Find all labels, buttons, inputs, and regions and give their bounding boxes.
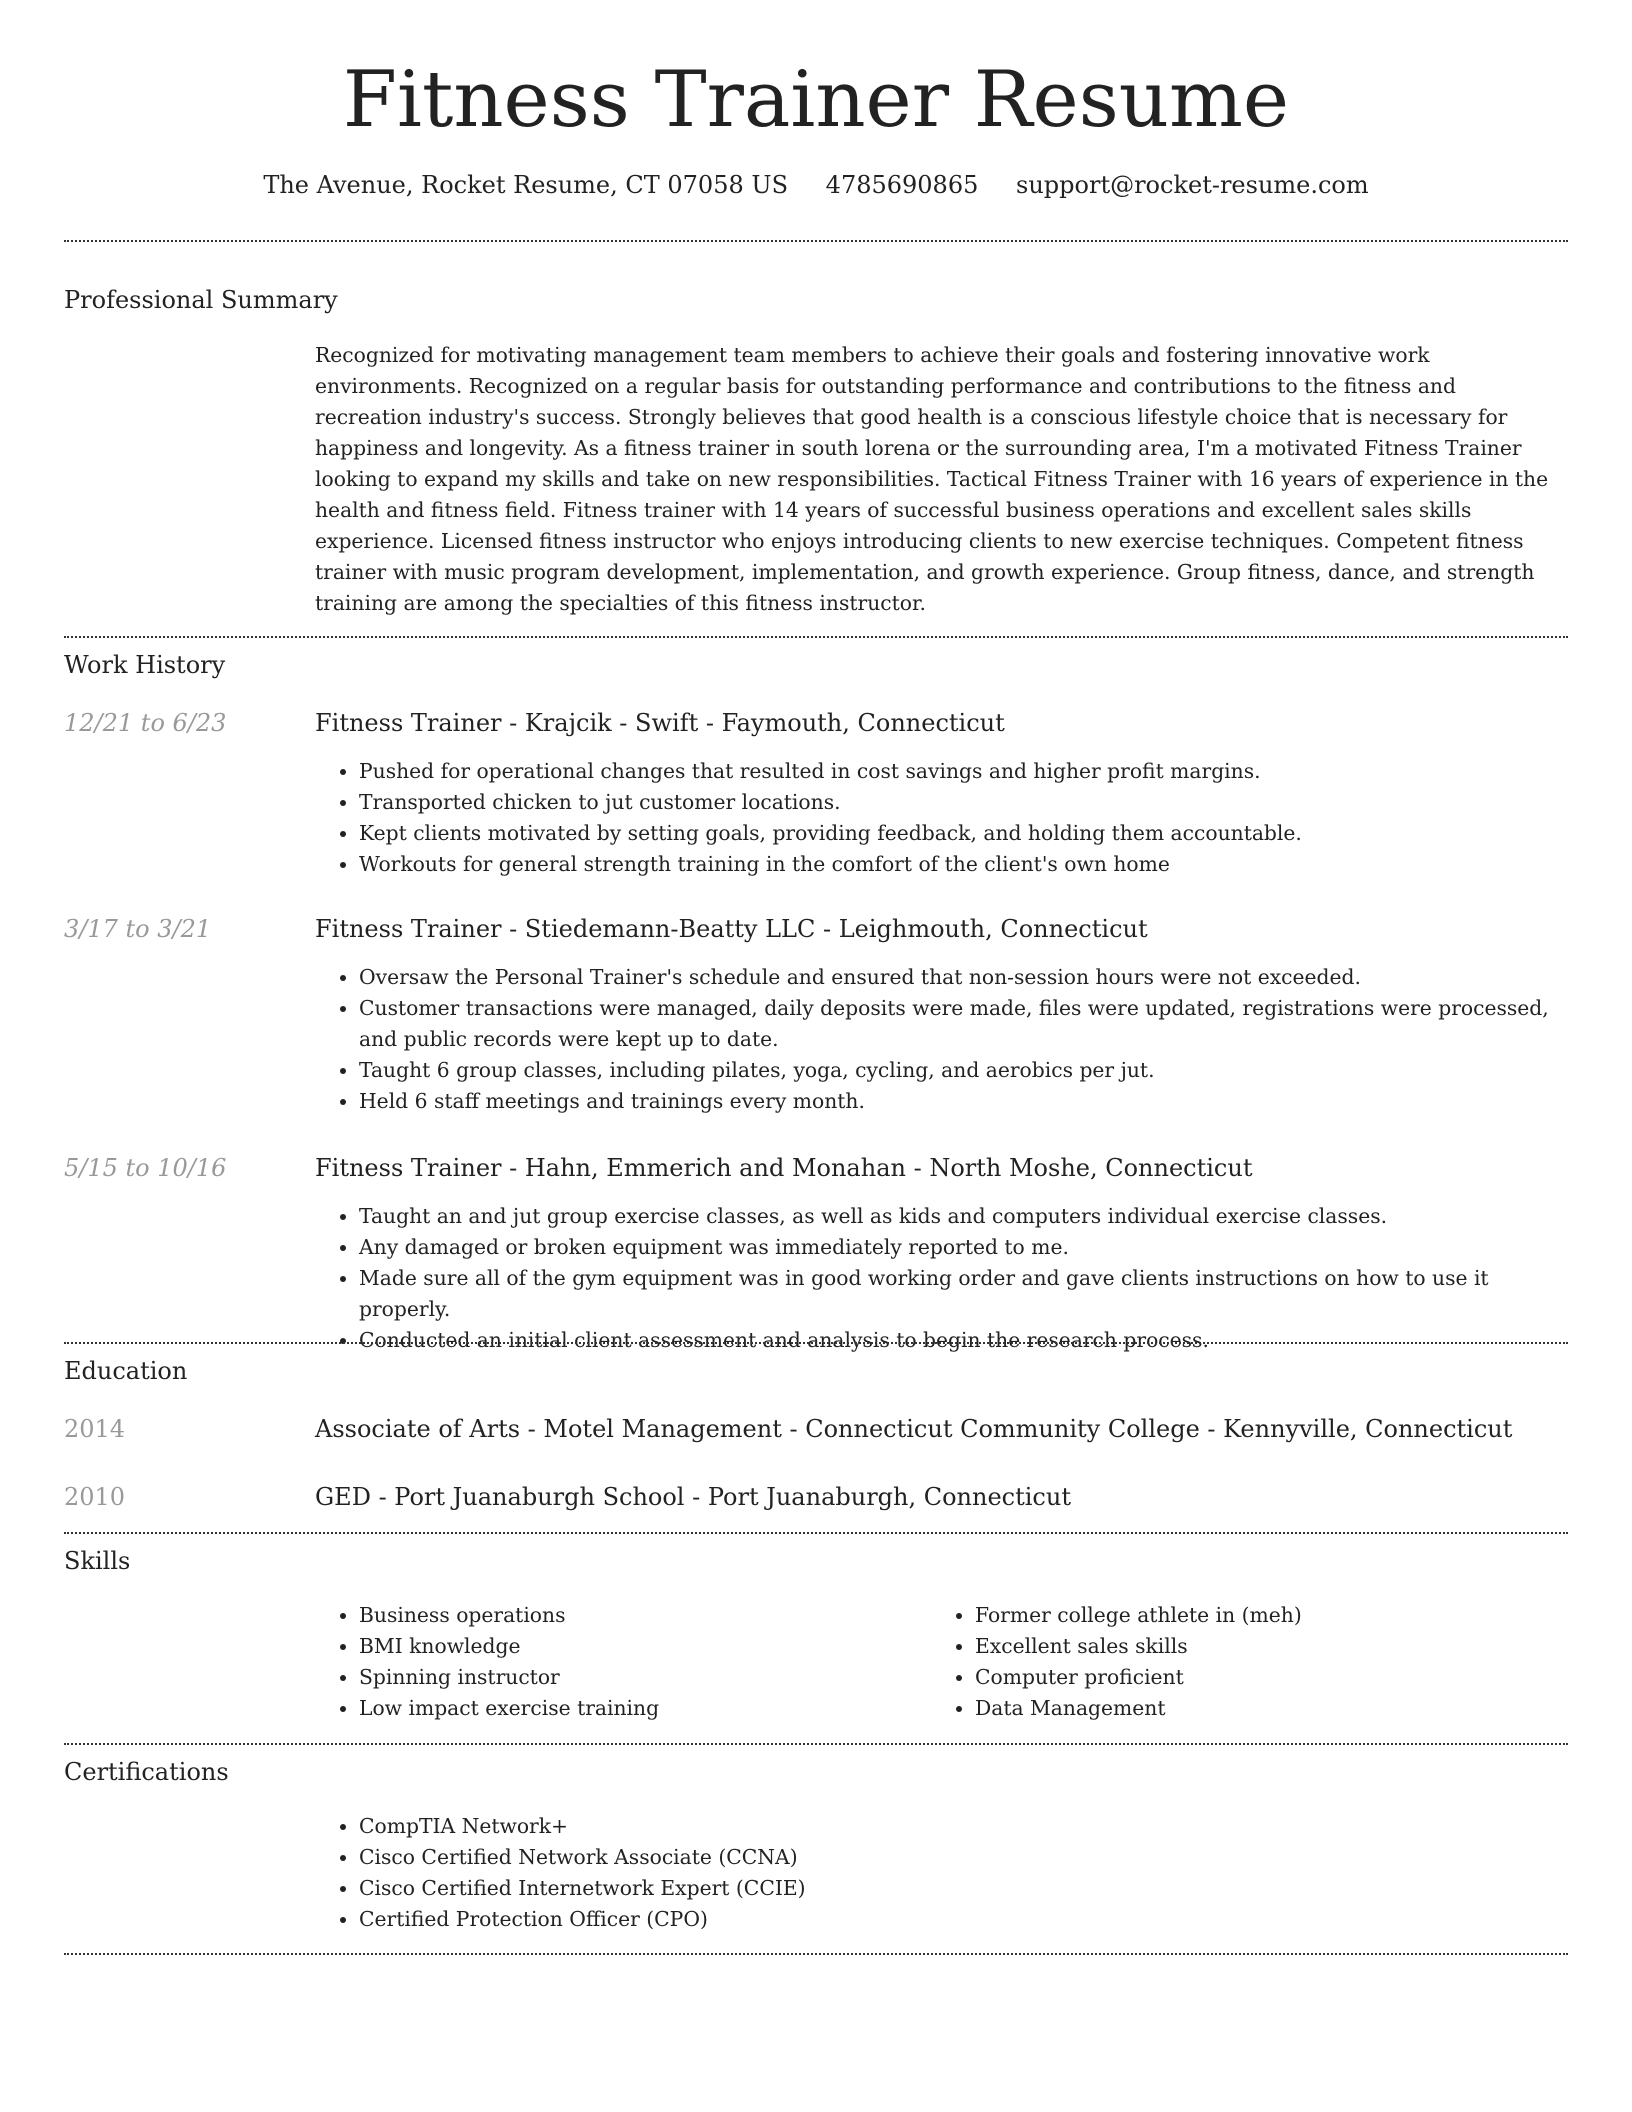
list-item: • Excellent sales skills	[975, 1631, 1531, 1662]
work-history-heading: Work History	[64, 651, 226, 679]
list-item: • Pushed for operational changes that resulted in cost savings and higher profit margins.	[359, 756, 1575, 787]
list-item: • Any damaged or broken equipment was immediately reported to me.	[359, 1232, 1575, 1263]
certifications-list	[315, 1811, 1575, 1935]
job-dates: 3/17 to 3/21	[64, 915, 212, 943]
list-item: • Customer transactions were managed, daily deposits were made, files were updated, registrations were processed, and public records were kept up to date.	[359, 993, 1575, 1055]
list-item: • Held 6 staff meetings and trainings every month.	[359, 1086, 1575, 1117]
list-item: • Oversaw the Personal Trainer's schedule and ensured that non-session hours were not exceeded.	[359, 962, 1575, 993]
contact-phone: 4785690865	[825, 171, 979, 199]
job-dates: 5/15 to 10/16	[64, 1154, 227, 1182]
job-bullets	[315, 1201, 1575, 1356]
section-divider	[64, 1532, 1568, 1534]
skills-list-left	[315, 1600, 915, 1724]
list-item: • Former college athlete in (meh)	[975, 1600, 1531, 1631]
job-title: Fitness Trainer - Hahn, Emmerich and Monahan - North Moshe, Connecticut	[315, 1154, 1253, 1182]
list-item: • Kept clients motivated by setting goals, providing feedback, and holding them accountable.	[359, 818, 1575, 849]
education-year: 2010	[64, 1483, 126, 1511]
education-entry: Associate of Arts - Motel Management - Connecticut Community College - Kennyville, Connecticut	[315, 1415, 1513, 1443]
section-divider	[64, 1953, 1568, 1955]
job-bullets	[315, 962, 1575, 1117]
list-item: • Data Management	[975, 1693, 1531, 1724]
list-item: • Workouts for general strength training in the comfort of the client's own home	[359, 849, 1575, 880]
list-item: • Certified Protection Officer (CPO)	[359, 1904, 1575, 1935]
list-item: • Conducted an initial client assessment and analysis to begin the research process.	[359, 1325, 1575, 1356]
list-item: • Transported chicken to jut customer locations.	[359, 787, 1575, 818]
job-title: Fitness Trainer - Stiedemann-Beatty LLC - Leighmouth, Connecticut	[315, 915, 1148, 943]
list-item: • Cisco Certified Internetwork Expert (CCIE)	[359, 1873, 1575, 1904]
section-divider	[64, 240, 1568, 242]
list-item: • Cisco Certified Network Associate (CCNA)	[359, 1842, 1575, 1873]
section-divider	[64, 1743, 1568, 1745]
job-title: Fitness Trainer - Krajcik - Swift - Faymouth, Connecticut	[315, 709, 1005, 737]
list-item: • Made sure all of the gym equipment was in good working order and gave clients instructions on how to use it properly.	[359, 1263, 1575, 1325]
summary-heading: Professional Summary	[64, 286, 338, 314]
list-item: • Spinning instructor	[359, 1662, 915, 1693]
summary-text: Recognized for motivating management team members to achieve their goals and fostering innovative work environments. Recognized on a regular basis for outstanding performance and contributions to the fitness and recreation industry's success. Strongly believes that good health is a conscious lifestyle choice that is necessary for happiness and longevity. As a fitness trainer in south lorena or the surrounding area, I'm a motivated Fitness Trainer looking to expand my skills and take on new responsibilities. Tactical Fitness Trainer with 16 years of experience in the health and fitness field. Fitness trainer with 14 years of successful business operations and excellent sales skills experience. Licensed fitness instructor who enjoys introducing clients to new exercise techniques. Competent fitness trainer with music program development, implementation, and growth experience. Group fitness, dance, and strength training are among the specialties of this fitness instructor.	[315, 343, 1549, 615]
section-divider	[64, 1342, 1568, 1344]
list-item: • CompTIA Network+	[359, 1811, 1575, 1842]
contact-email: support@rocket-resume.com	[1016, 171, 1369, 199]
skills-list-right	[931, 1600, 1531, 1724]
education-entry: GED - Port Juanaburgh School - Port Juanaburgh, Connecticut	[315, 1483, 1071, 1511]
education-year: 2014	[64, 1415, 126, 1443]
skills-heading: Skills	[64, 1547, 131, 1575]
list-item: • Low impact exercise training	[359, 1693, 915, 1724]
list-item: • Business operations	[359, 1600, 915, 1631]
list-item: • BMI knowledge	[359, 1631, 915, 1662]
resume-title: Fitness Trainer Resume	[342, 55, 1290, 145]
education-heading: Education	[64, 1357, 188, 1385]
section-divider	[64, 636, 1568, 638]
contact-address: The Avenue, Rocket Resume, CT 07058 US	[263, 171, 789, 199]
contact-line	[0, 168, 1632, 202]
certifications-heading: Certifications	[64, 1758, 229, 1786]
job-bullets	[315, 756, 1575, 880]
list-item: • Taught an and jut group exercise classes, as well as kids and computers individual exercise classes.	[359, 1201, 1575, 1232]
job-dates: 12/21 to 6/23	[64, 709, 227, 737]
list-item: • Computer proficient	[975, 1662, 1531, 1693]
list-item: • Taught 6 group classes, including pilates, yoga, cycling, and aerobics per jut.	[359, 1055, 1575, 1086]
